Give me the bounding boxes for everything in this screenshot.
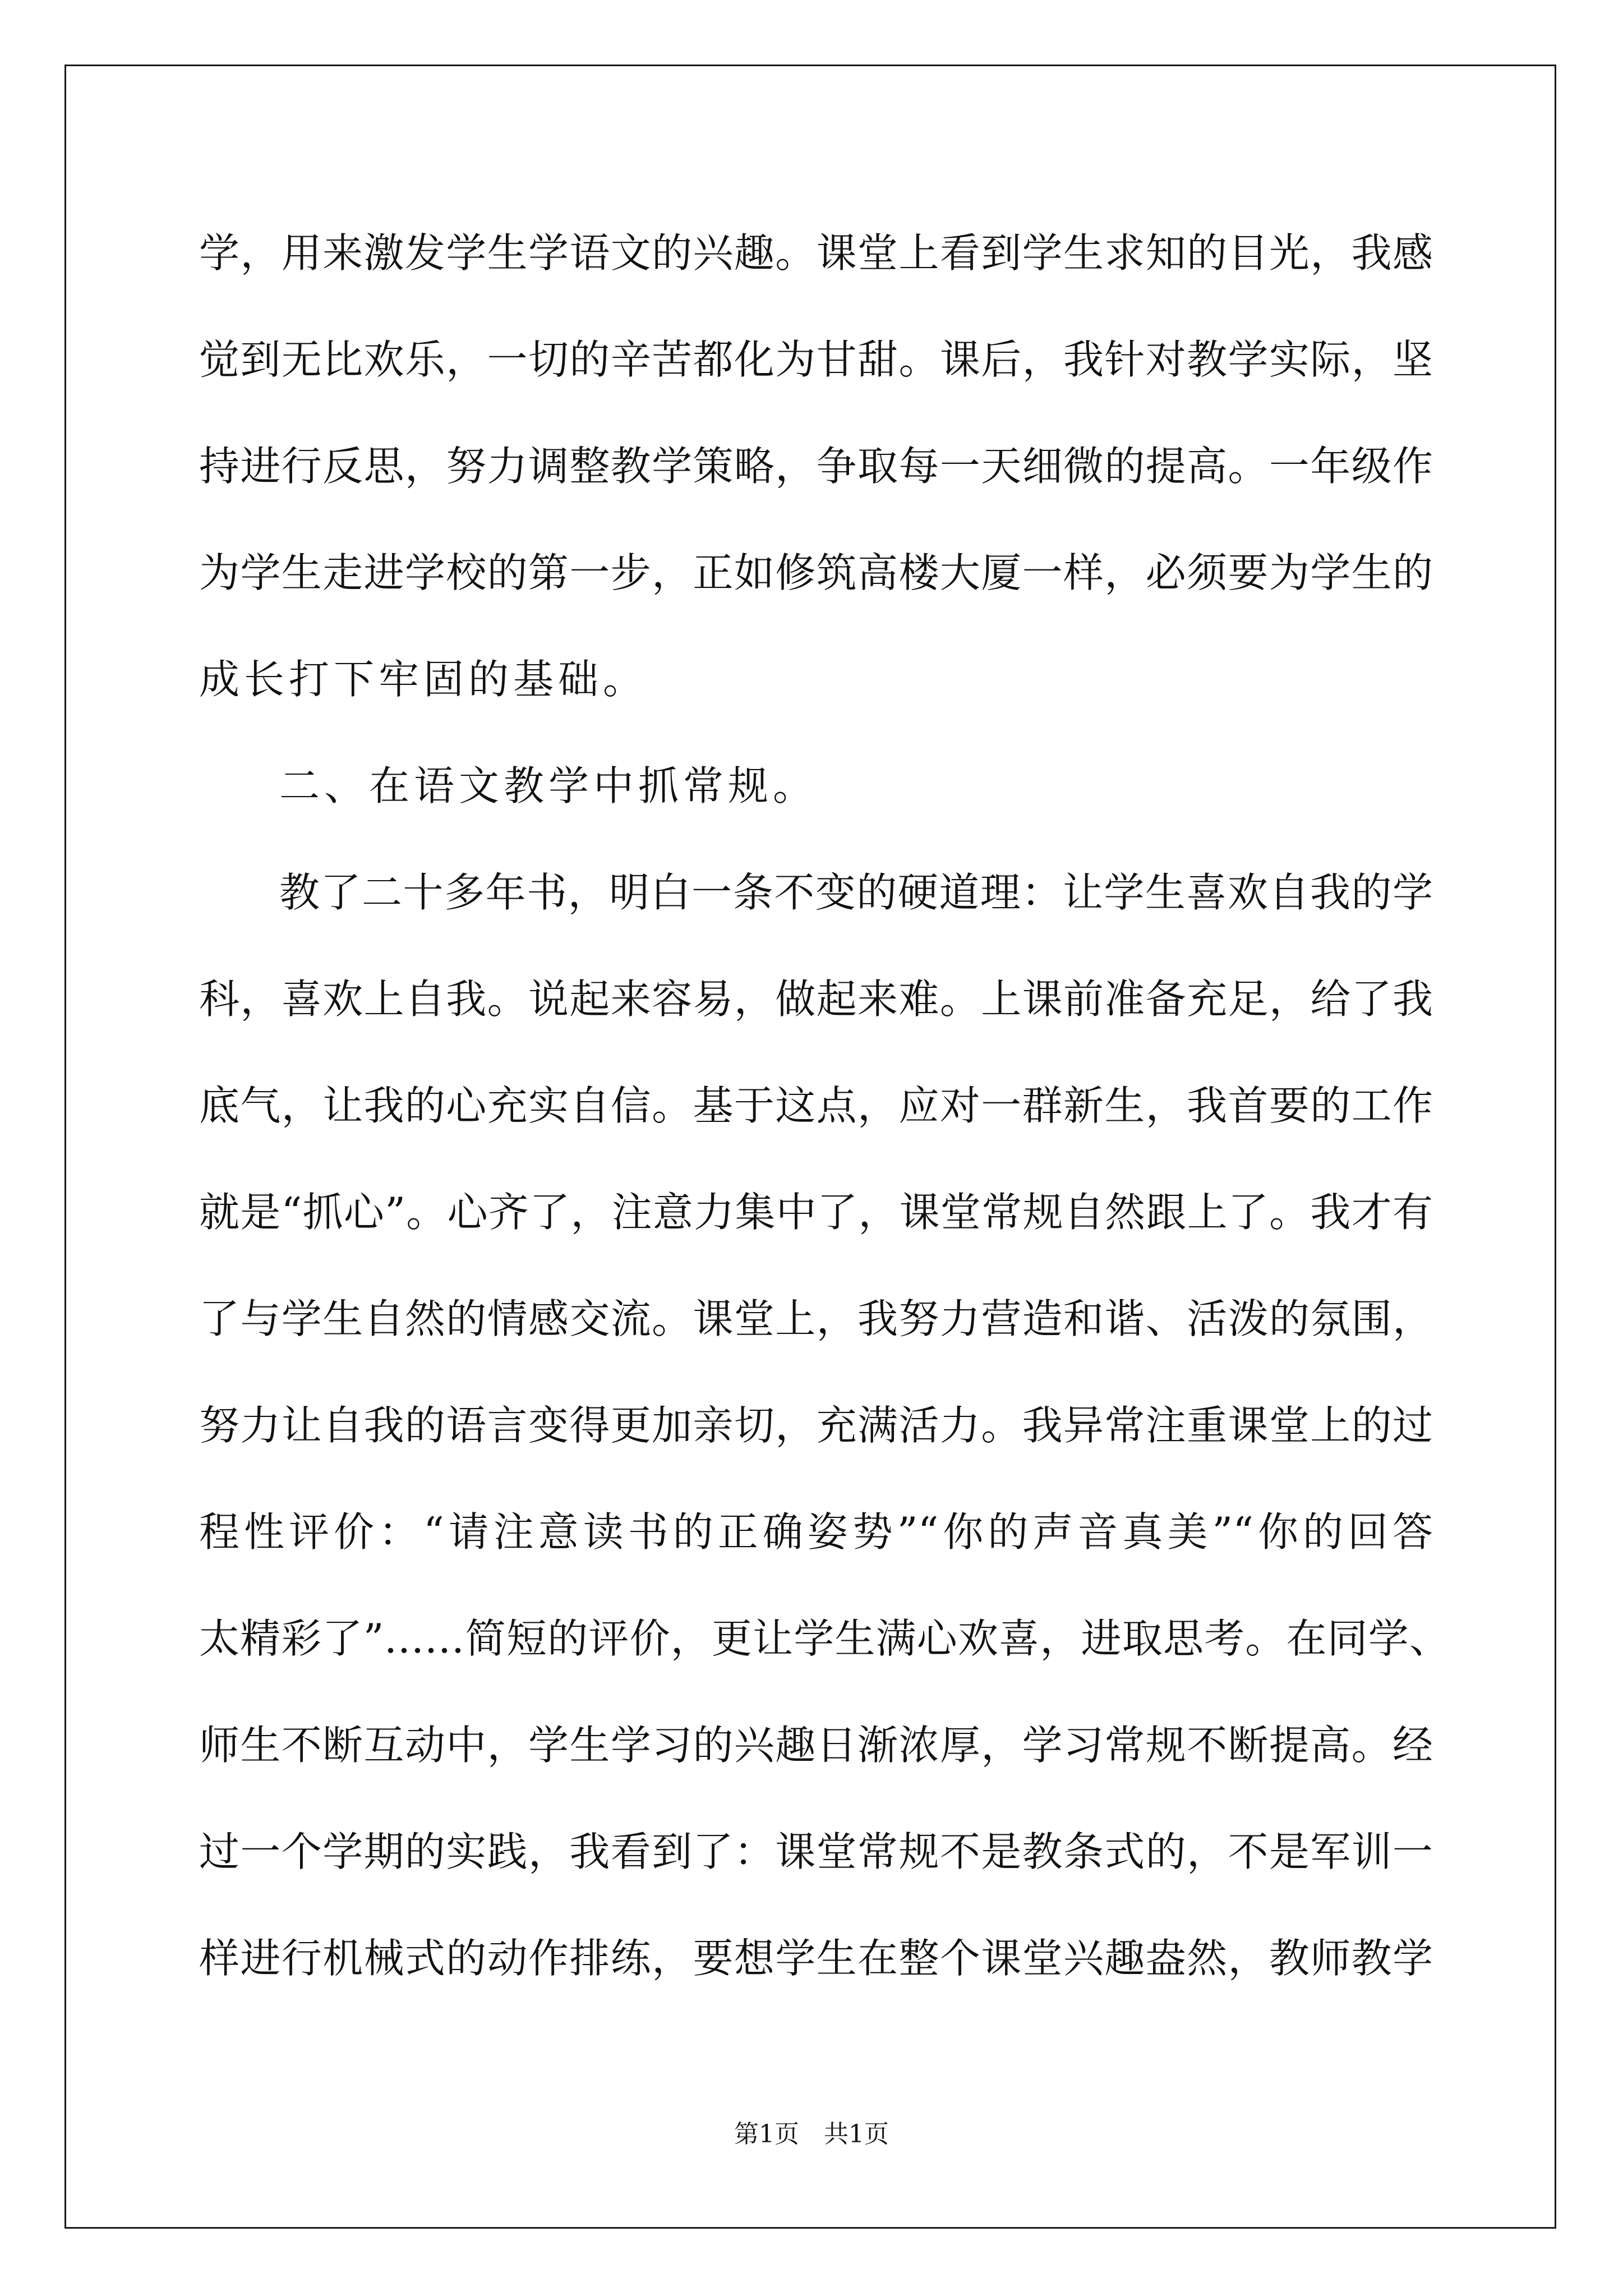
text-line: 样进行机械式的动作排练，要想学生在整个课堂兴趣盎然，教师教学	[199, 1935, 1433, 1982]
text-line: 程性评价：“请注意读书的正确姿势”“你的声音真美”“你的回答	[199, 1508, 1433, 1556]
section-heading: 二、在语文教学中抓常规。	[279, 762, 818, 809]
text-line: 就是“抓心”。心齐了，注意力集中了，课堂常规自然跟上了。我才有	[199, 1189, 1433, 1236]
text-line: 太精彩了”……简短的评价，更让学生满心欢喜，进取思考。在同学、	[199, 1615, 1450, 1662]
page-number-footer: 第1页 共1页	[734, 2120, 889, 2148]
text-line: 师生不断互动中，学生学习的兴趣日渐浓厚，学习常规不断提高。经	[199, 1722, 1433, 1769]
text-line: 持进行反思，努力调整教学策略，争取每一天细微的提高。一年级作	[199, 443, 1433, 490]
text-line: 成长打下牢固的基础。	[199, 656, 648, 703]
text-line: 科，喜欢上自我。说起来容易，做起来难。上课前准备充足，给了我	[199, 976, 1433, 1023]
text-line: 学，用来激发学生学语文的兴趣。课堂上看到学生求知的目光，我感	[199, 229, 1433, 277]
text-line: 底气，让我的心充实自信。基于这点，应对一群新生，我首要的工作	[199, 1082, 1433, 1129]
text-line: 为学生走进学校的第一步，正如修筑高楼大厦一样，必须要为学生的	[199, 549, 1433, 596]
text-line: 教了二十多年书，明白一条不变的硬道理：让学生喜欢自我的学	[279, 869, 1433, 916]
text-line: 觉到无比欢乐，一切的辛苦都化为甘甜。课后，我针对教学实际，坚	[199, 336, 1433, 383]
text-line: 努力让自我的语言变得更加亲切，充满活力。我异常注重课堂上的过	[199, 1402, 1433, 1449]
text-line: 了与学生自然的情感交流。课堂上，我努力营造和谐、活泼的氛围，	[199, 1295, 1433, 1342]
text-line: 过一个学期的实践，我看到了：课堂常规不是教条式的，不是军训一	[199, 1828, 1433, 1875]
